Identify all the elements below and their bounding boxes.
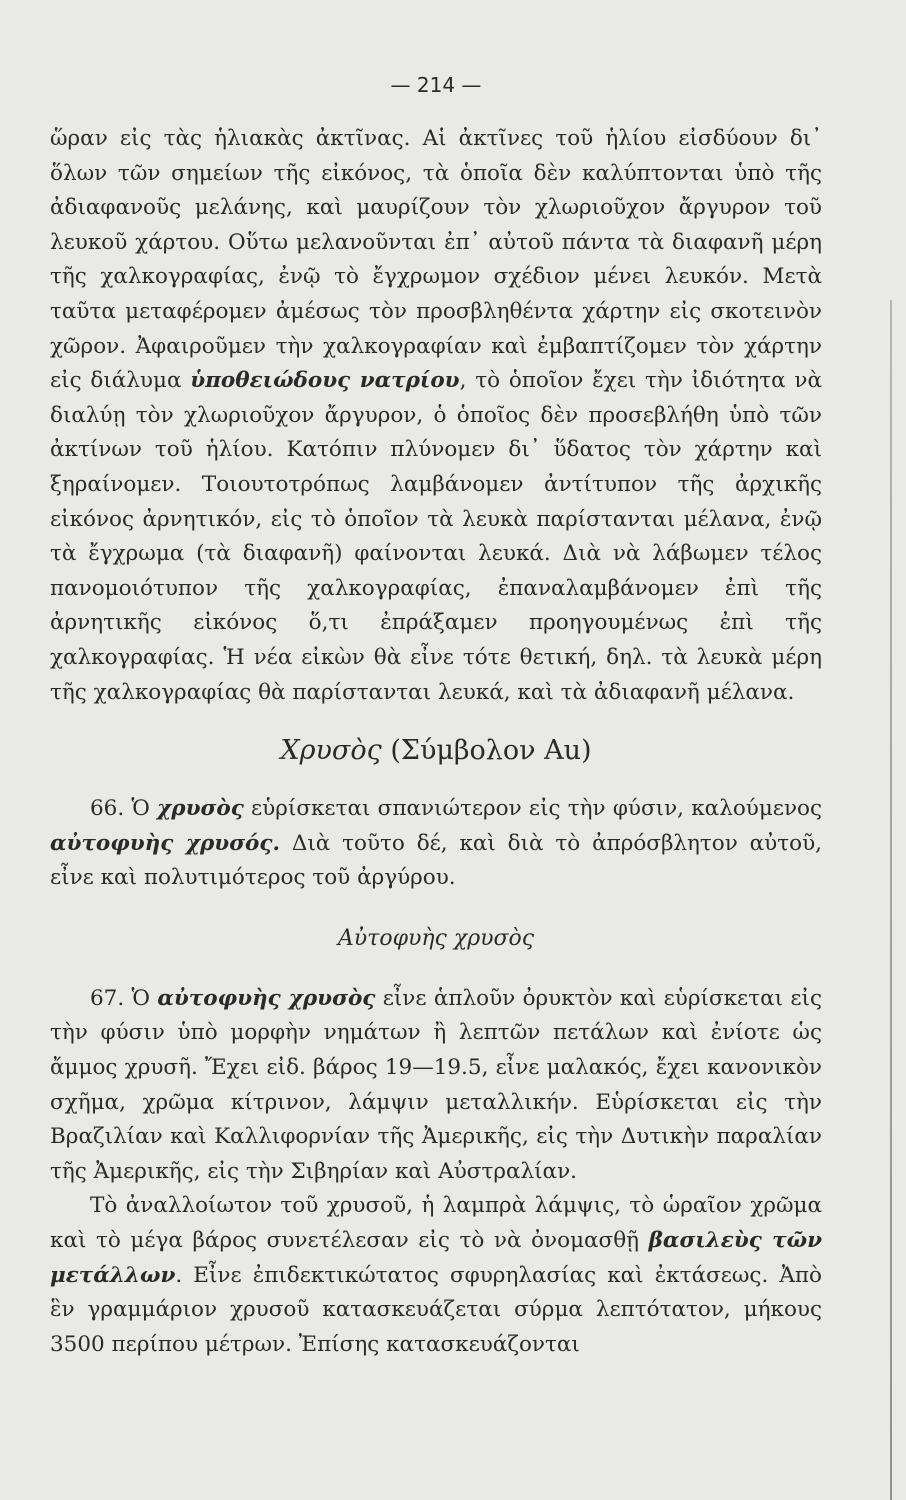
heading-symbol: (Σύμβολον Au) bbox=[381, 735, 592, 767]
paragraph-text: ὥραν εἰς τὰς ἡλιακὰς ἀκτῖνας. Αἱ ἀκτῖνες τοῦ ἡλίου εἰσδύουν δι᾽ ὅλων τῶν σημείων τῆς εἰκόνος, τὰ ὁποῖα δὲν καλύπτονται ὑπὸ τῆς ἀδιαφανοῦς μελάνης, καὶ μαυρίζουν τὸν χλωριοῦχον ἄργυρον τοῦ λευκοῦ χάρτου. Οὕτω μελανοῦνται ἐπ᾽ αὐτοῦ πάντα τὰ διαφανῆ μέρη τῆς χαλκογραφίας, ἐνῷ τὸ ἔγχρωμον σχέδιον μένει λευκόν. Μετὰ ταῦτα μεταφέρομεν ἀμέσως τὸν προσβληθέντα χάρτην εἰς σκοτεινὸν χῶρον. Ἀφαιροῦμεν τὴν χαλκογραφίαν καὶ ἐμβαπτίζομεν τὸν χάρτην εἰς διάλυμα bbox=[50, 126, 822, 394]
page-edge-shadow bbox=[890, 300, 892, 1500]
section-heading bbox=[50, 734, 822, 768]
paragraph-text: εἶνε ἁπλοῦν ὀρυκτὸν καὶ εὑρίσκεται εἰς τὴν φύσιν ὑπὸ μορφὴν νημάτων ἢ λεπτῶν πετάλων καὶ ἐνίοτε ὡς ἄμμος χρυσῆ. Ἔχει εἰδ. βάρος 19—19.5, εἶνε μαλακός, ἔχει κανονικὸν σχῆμα, χρῶμα κίτρινον, λάμψιν μεταλλικήν. Εὑρίσκεται εἰς τὴν Βραζιλίαν καὶ Καλλιφορνίαν τῆς Ἀμερικῆς, εἰς τὴν Δυτικὴν παραλίαν τῆς Ἀμερικῆς, εἰς τὴν Σιβηρίαν καὶ Αὐστραλίαν. bbox=[50, 985, 822, 1184]
bold-term: χρυσὸς bbox=[157, 796, 244, 822]
bold-term: βασιλεὺς τῶν μετάλλων bbox=[50, 1228, 822, 1288]
heading-italic: Χρυσὸς bbox=[280, 735, 382, 767]
bold-term: ὑποθειώδους νατρίου bbox=[190, 368, 460, 394]
paragraph-continued bbox=[50, 122, 822, 710]
paragraph-66 bbox=[50, 792, 822, 896]
paragraph-text: . Εἶνε ἐπιδεκτικώτατος σφυρηλασίας καὶ ἐκτάσεως. Ἀπὸ ἓν γραμμάριον χρυσοῦ κατασκευάζεται σύρμα λεπτότατον, μήκους 3500 περίπου μέτρων. Ἐπίσης κατασκευάζονται bbox=[50, 1262, 822, 1357]
bold-term: αὐτοφυὴς χρυσὸς bbox=[157, 985, 376, 1011]
bold-term: αὐτοφυὴς χρυσός. bbox=[50, 830, 280, 856]
subheading-italic: Αὐτοφυὴς χρυσὸς bbox=[337, 925, 535, 951]
paragraph-text: , τὸ ὁποῖον ἔχει τὴν ἰδιότητα νὰ διαλύῃ τὸν χλωριοῦχον ἄργυρον, ὁ ὁποῖος δὲν προσεβλήθη ὑπὸ τῶν ἀκτίνων τοῦ ἡλίου. Κατόπιν πλύνομεν δι᾽ ὕδατος τὸν χάρτην καὶ ξηραίνομεν. Τοιουτοτρόπως λαμβάνομεν ἀντίτυπον τῆς ἀρχικῆς εἰκόνος ἀρνητικόν, εἰς τὸ ὁποῖον τὰ λευκὰ παρίστανται μέλανα, ἐνῷ τὰ ἔγχρωμα (τὰ διαφανῆ) φαίνονται λευκά. Διὰ νὰ λάβωμεν τέλος πανομοιότυπον τῆς χαλκογραφίας, ἐπαναλαμβάνομεν ἐπὶ τῆς ἀρνητικῆς εἰκόνος ὅ,τι ἐπράξαμεν προηγουμένως ἐπὶ τῆς χαλκογραφίας. Ἡ νέα εἰκὼν θὰ εἶνε τότε θετική, δηλ. τὰ λευκὰ μέρη τῆς χαλκογραφίας θὰ παρίστανται λευκά, καὶ τὰ ἀδιαφανῆ μέλανα. bbox=[50, 368, 822, 705]
paragraph-text: Τὸ ἀναλλοίωτον τοῦ χρυσοῦ, ἡ λαμπρὰ λάμψις, τὸ ὡραῖον χρῶμα καὶ τὸ μέγα βάρος συνετέλεσαν εἰς τὸ νὰ ὀνομασθῇ bbox=[50, 1193, 822, 1254]
paragraph-number: 67. Ὁ bbox=[90, 985, 158, 1011]
paragraph-last bbox=[50, 1189, 822, 1362]
subsection-heading bbox=[50, 922, 822, 956]
paragraph-67 bbox=[50, 982, 822, 1190]
paragraph-text: Διὰ τοῦτο δέ, καὶ διὰ τὸ ἀπρόσβλητον αὐτοῦ, εἶνε καὶ πολυτιμότερος τοῦ ἀργύρου. bbox=[50, 830, 822, 891]
body-text bbox=[50, 122, 822, 1362]
paragraph-number: 66. Ὁ bbox=[90, 796, 158, 822]
page-number: — 214 — bbox=[390, 73, 482, 97]
paragraph-text: εὑρίσκεται σπανιώτερον εἰς τὴν φύσιν, καλούμενος bbox=[243, 796, 822, 822]
